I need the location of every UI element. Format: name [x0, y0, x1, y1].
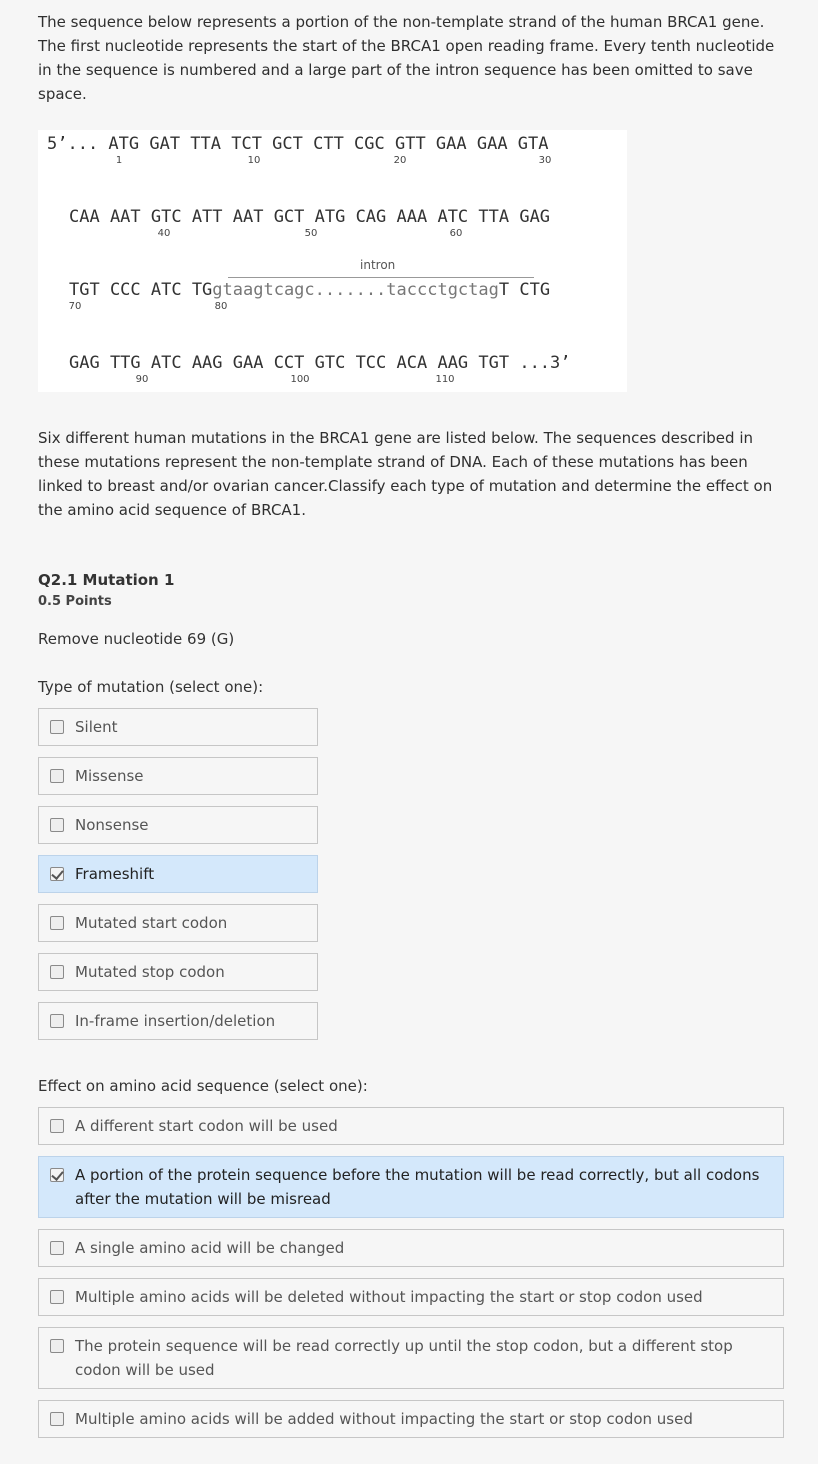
option-single-amino-acid-changed[interactable] — [38, 1229, 784, 1267]
exon-sequence: T CTG — [498, 280, 551, 300]
sequence-text: CAA AAT GTC ATT AAT GCT ATG CAG AAA ATC TTA GAG — [69, 207, 551, 227]
sequence-line-4 — [38, 349, 627, 389]
sequence-line-3 — [38, 276, 627, 316]
nucleotide-number: 100 — [290, 374, 310, 385]
nucleotide-number: 60 — [449, 228, 463, 239]
checkbox[interactable] — [50, 916, 64, 930]
intron-label: intron — [360, 258, 396, 272]
option-different-start-codon[interactable] — [38, 1107, 784, 1145]
effect-label: Effect on amino acid sequence (select one): — [38, 1077, 368, 1095]
option-label: Multiple amino acids will be added without impacting the start or stop codon used — [75, 1410, 693, 1428]
option-misread-after-mutation[interactable] — [38, 1156, 784, 1218]
sequence-line-1 — [38, 130, 627, 170]
sequence-text: 5’... ATG GAT TTA TCT GCT CTT CGC GTT GAA GAA GTA — [47, 134, 549, 154]
checkbox[interactable] — [50, 818, 64, 832]
mutations-description: Six different human mutations in the BRCA1 gene are listed below. The sequences described in these mutations represent the non-template strand of DNA. Each of these mutations has been linked to breast and/or ovarian cancer.Classify each type of mutation and determine the effect on the amino acid sequence of BRCA1. — [38, 429, 773, 519]
checkbox[interactable] — [50, 769, 64, 783]
option-silent[interactable] — [38, 708, 318, 746]
checkbox[interactable] — [50, 1241, 64, 1255]
option-mutated-stop-codon[interactable] — [38, 953, 318, 991]
nucleotide-number: 10 — [247, 155, 261, 166]
question-prompt: Remove nucleotide 69 (G) — [38, 630, 235, 648]
nucleotide-number: 80 — [214, 301, 228, 312]
question-points: 0.5 Points — [38, 594, 112, 609]
mutation-type-label: Type of mutation (select one): — [38, 678, 264, 696]
checkbox[interactable] — [50, 1119, 64, 1133]
checkmark-icon — [51, 867, 63, 880]
option-nonsense[interactable] — [38, 806, 318, 844]
nucleotide-number: 40 — [157, 228, 171, 239]
option-label: A single amino acid will be changed — [75, 1239, 345, 1257]
sequence-line-2 — [38, 203, 627, 243]
checkmark-icon — [51, 1168, 63, 1181]
question-title: Q2.1 Mutation 1 — [38, 571, 175, 589]
option-label: Missense — [75, 767, 144, 785]
checkbox[interactable] — [50, 1339, 64, 1353]
nucleotide-number: 30 — [538, 155, 552, 166]
option-label: Multiple amino acids will be deleted without impacting the start or stop codon used — [75, 1288, 703, 1306]
option-label: Mutated stop codon — [75, 963, 225, 981]
option-mutated-start-codon[interactable] — [38, 904, 318, 942]
nucleotide-number: 50 — [304, 228, 318, 239]
sequence-text: GAG TTG ATC AAG GAA CCT GTC TCC ACA AAG TGT ...3’ — [69, 353, 571, 373]
intron-sequence: gtaagtcagc.......taccctgctag — [212, 280, 499, 300]
checkbox[interactable] — [50, 720, 64, 734]
checkbox[interactable] — [50, 1412, 64, 1426]
option-in-frame-indel[interactable] — [38, 1002, 318, 1040]
option-frameshift[interactable] — [38, 855, 318, 893]
intro-text: The sequence below represents a portion of the non-template strand of the human BRCA1 gene. The first nucleotide represents the start of the BRCA1 open reading frame. Every tenth nucleotide in the sequence is numbered and a large part of the intron sequence has been omitted to save space. — [38, 13, 775, 103]
option-label: Frameshift — [75, 865, 155, 883]
checkbox[interactable] — [50, 867, 64, 881]
nucleotide-number: 70 — [68, 301, 82, 312]
checkbox[interactable] — [50, 965, 64, 979]
option-label: Silent — [75, 718, 118, 736]
option-amino-acids-deleted[interactable] — [38, 1278, 784, 1316]
checkbox[interactable] — [50, 1290, 64, 1304]
option-different-stop-codon[interactable] — [38, 1327, 784, 1389]
sequence-text — [69, 276, 550, 304]
option-label: Mutated start codon — [75, 914, 228, 932]
option-label: The protein sequence will be read correctly up until the stop codon, but a different stop codon will be used — [75, 1337, 733, 1379]
nucleotide-number: 1 — [115, 155, 123, 166]
option-label: In-frame insertion/deletion — [75, 1012, 276, 1030]
exon-sequence: TGT CCC ATC TG — [69, 280, 213, 300]
checkbox[interactable] — [50, 1014, 64, 1028]
sequence-box — [38, 130, 627, 392]
nucleotide-number: 90 — [135, 374, 149, 385]
option-label: Nonsense — [75, 816, 149, 834]
nucleotide-number: 20 — [393, 155, 407, 166]
nucleotide-number: 110 — [435, 374, 455, 385]
option-missense[interactable] — [38, 757, 318, 795]
option-label: A different start codon will be used — [75, 1117, 338, 1135]
checkbox[interactable] — [50, 1168, 64, 1182]
option-amino-acids-added[interactable] — [38, 1400, 784, 1438]
option-label: A portion of the protein sequence before the mutation will be read correctly, but all codons after the mutation will be misread — [75, 1166, 760, 1208]
